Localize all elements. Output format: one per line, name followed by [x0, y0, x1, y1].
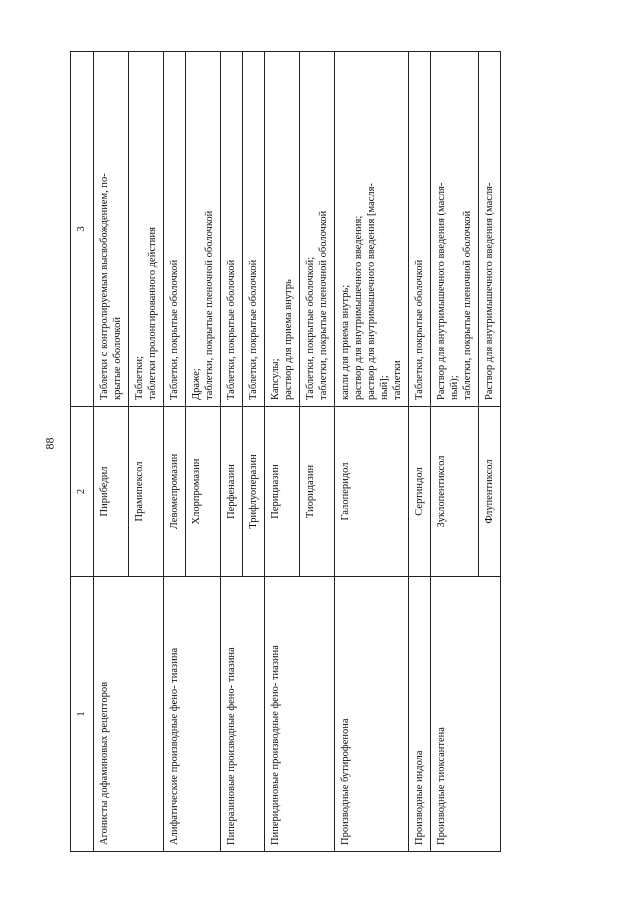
group-name-cell: Пиперазиновые производные фено- тиазина [221, 577, 265, 852]
dosage-form-cell [300, 52, 335, 407]
drug-name-cell: Флупентиксол [479, 407, 501, 577]
dosage-form-line: таблетки пролонгированного действия [147, 227, 158, 400]
group-name-cell: Производные тиоксантена [431, 577, 501, 852]
header-col-1: 1 [71, 577, 94, 852]
dosage-form-cell [479, 52, 501, 407]
page-number: 88 [42, 437, 57, 450]
dosage-form-line: крытые оболочкой [112, 317, 123, 400]
group-name-cell: Агонисты дофаминовых рецепторов [94, 577, 164, 852]
dosage-form-cell [409, 52, 431, 407]
dosage-form-cell [186, 52, 221, 407]
header-col-2: 2 [71, 407, 94, 577]
dosage-form-line: таблетки, покрытые пленочной оболочкой [318, 210, 329, 400]
dosage-form-cell [265, 52, 300, 407]
table-row [409, 52, 431, 852]
dosage-form-cell [164, 52, 186, 407]
group-name-cell: Производные индола [409, 577, 431, 852]
dosage-form-line: ный]; [379, 375, 390, 400]
drug-name-cell: Левомепромазин [164, 407, 186, 577]
drug-name-cell: Пирибедил [94, 407, 129, 577]
dosage-form-line: Таблетки, покрытые оболочкой [226, 259, 237, 400]
drug-name-cell: Хлорпромазин [186, 407, 221, 577]
drug-name-cell: Перициазин [265, 407, 300, 577]
dosage-form-cell [243, 52, 265, 407]
drug-name-cell: Сертиндол [409, 407, 431, 577]
dosage-form-cell [221, 52, 243, 407]
header-col-3: 3 [71, 52, 94, 407]
dosage-form-line: Таблетки, покрытые оболочкой [248, 259, 259, 400]
group-name-cell: Производные бутирофенона [335, 577, 409, 852]
dosage-form-line: Таблетки, покрытые оболочкой [169, 259, 180, 400]
dosage-form-cell [335, 52, 409, 407]
dosage-form-line: капли для приема внутрь; [340, 284, 351, 400]
header-row [71, 52, 94, 852]
dosage-form-line: Раствор для внутримышечного введения (масля- [436, 182, 447, 400]
dosage-form-line: Капсулы; [270, 358, 281, 400]
dosage-form-line: Драже; [191, 368, 202, 400]
group-name-cell: Пиперидиновые производные фено- тиазина [265, 577, 335, 852]
table-row [164, 52, 186, 852]
drug-name-cell: Трифлуоперазин [243, 407, 265, 577]
drug-name-cell: Перфеназин [221, 407, 243, 577]
dosage-form-line: ный); [449, 375, 460, 400]
table-row [335, 52, 409, 852]
drug-name-cell: Прамипексол [129, 407, 164, 577]
dosage-form-line: Таблетки, покрытые оболочкой; [305, 256, 316, 400]
drug-name-cell: Галоперидол [335, 407, 409, 577]
table-row [431, 52, 479, 852]
dosage-form-cell [94, 52, 129, 407]
rotated-table-container [70, 52, 615, 852]
dosage-form-line: раствор для приема внутрь [283, 279, 294, 400]
table-row [221, 52, 243, 852]
dosage-form-line: таблетки, покрытые пленочной оболочкой [462, 210, 473, 400]
dosage-form-line: раствор для внутримышечного введения; [353, 215, 364, 400]
dosage-form-line: Таблетки; [134, 355, 145, 400]
dosage-form-line: Таблетки с контролируемым высвобождением, по- [99, 173, 110, 400]
dosage-form-cell [129, 52, 164, 407]
table-row [94, 52, 129, 852]
table-row [265, 52, 300, 852]
drug-table [70, 51, 501, 852]
dosage-form-line: Таблетки, покрытые оболочкой [414, 259, 425, 400]
dosage-form-line: раствор для внутримышечного введения [масля- [366, 183, 377, 400]
group-name-cell: Алифатические производные фено- тиазина [164, 577, 221, 852]
dosage-form-line: Раствор для внутримышечного введения (масля- [484, 182, 495, 400]
drug-name-cell: Тиоридазин [300, 407, 335, 577]
dosage-form-cell [431, 52, 479, 407]
dosage-form-line: таблетки [392, 360, 403, 400]
dosage-form-line: таблетки, покрытые пленочной оболочкой [204, 210, 215, 400]
drug-name-cell: Зуклопентиксол [431, 407, 479, 577]
